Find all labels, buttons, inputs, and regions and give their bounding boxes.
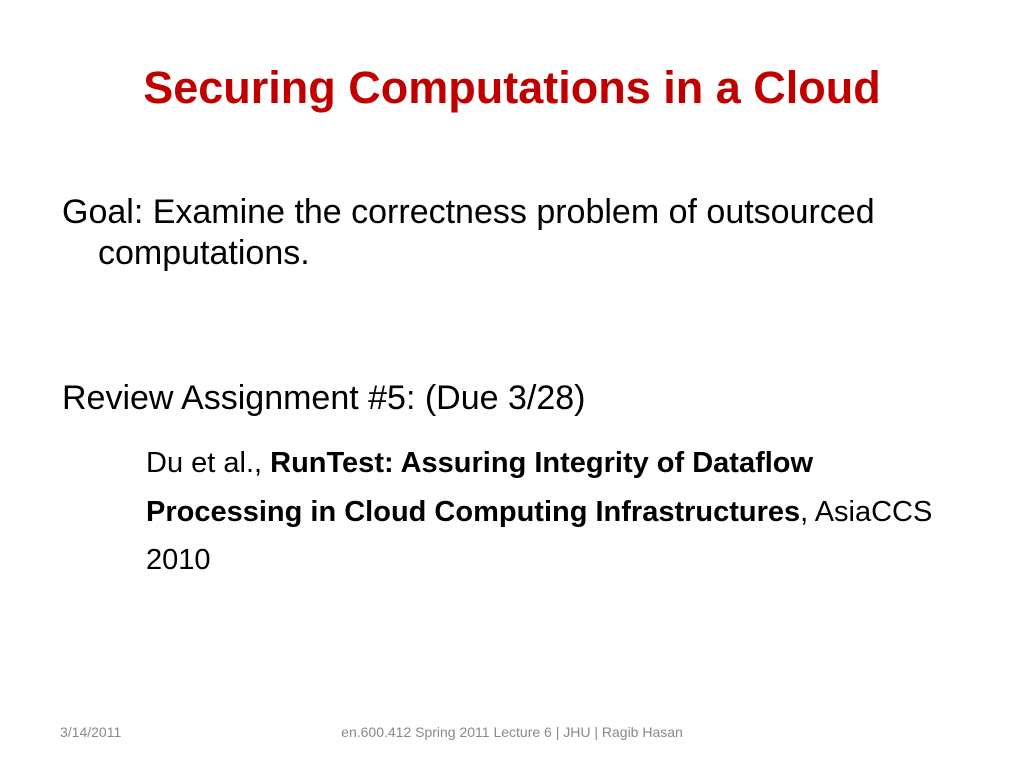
review-assignment-text: Review Assignment #5: (Due 3/28) bbox=[62, 379, 586, 417]
reference-authors: Du et al., bbox=[146, 447, 263, 479]
reference-citation bbox=[146, 439, 956, 585]
goal-text: Goal: Examine the correctness problem of outsourced computations. bbox=[62, 193, 875, 272]
footer-date: 3/14/2011 bbox=[60, 724, 122, 740]
reference-comma: , bbox=[800, 495, 809, 528]
footer-course-info: en.600.412 Spring 2011 Lecture 6 | JHU | Ragib Hasan bbox=[341, 724, 683, 740]
slide-title: Securing Computations in a Cloud bbox=[143, 62, 881, 113]
reference-venue: AsiaCCS 2010 bbox=[146, 495, 933, 577]
reference-paper-title: RunTest: Assuring Integrity of Dataflow Processing in Cloud Computing Infrastructures bbox=[146, 447, 814, 528]
